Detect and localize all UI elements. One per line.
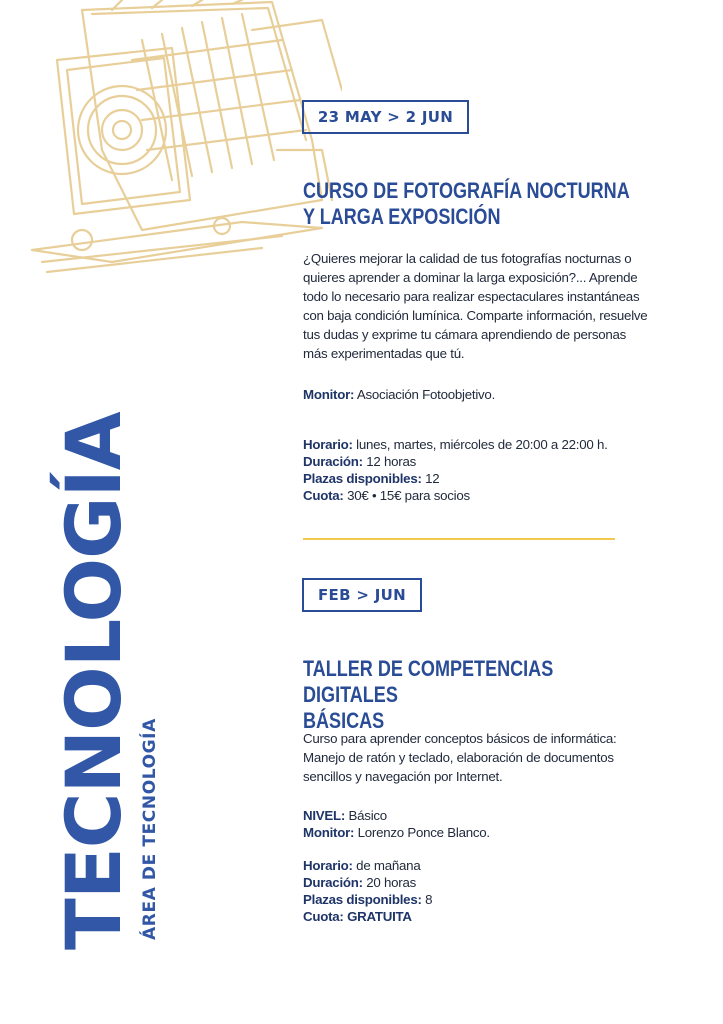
course-1-horario: [303, 436, 683, 453]
cuota-label: Cuota:: [303, 909, 344, 924]
duracion-label: Duración:: [303, 875, 363, 890]
course-1-monitor: [303, 386, 683, 403]
course-2-date-badge: FEB > JUN: [302, 578, 422, 612]
course-2-duracion: [303, 874, 683, 891]
course-2-title: [303, 656, 631, 734]
course-1-monitor-label: Monitor:: [303, 387, 355, 402]
plazas-label: Plazas disponibles:: [303, 892, 422, 907]
course-1-plazas: [303, 470, 683, 487]
course-2-title-line1: TALLER DE COMPETENCIAS DIGITALES: [303, 656, 554, 707]
course-1-monitor-value: Asociación Fotoobjetivo.: [356, 387, 496, 402]
course-1-title-line2: Y LARGA EXPOSICIÓN: [303, 204, 501, 229]
horario-value: lunes, martes, miércoles de 20:00 a 22:00 h.: [356, 437, 608, 452]
monitor-label: Monitor:: [303, 825, 355, 840]
horario-label: Horario:: [303, 858, 353, 873]
vintage-camera-illustration: [22, 0, 342, 290]
course-2-title-line2: BÁSICAS: [303, 708, 385, 733]
course-1-title: [303, 178, 631, 230]
plazas-value: 12: [425, 471, 440, 486]
course-2-nivel-monitor: [303, 807, 683, 841]
course-2-horario: [303, 857, 683, 874]
nivel-value: Básico: [348, 808, 387, 823]
duracion-label: Duración:: [303, 454, 363, 469]
course-2-cuota: [303, 908, 683, 925]
course-1-cuota: [303, 487, 683, 504]
section-divider: [303, 538, 615, 540]
plazas-label: Plazas disponibles:: [303, 471, 422, 486]
horario-label: Horario:: [303, 437, 353, 452]
course-1-date-badge: 23 MAY > 2 JUN: [302, 100, 469, 134]
course-2-details: [303, 857, 683, 925]
section-subtitle: ÁREA DE TECNOLOGÍA: [140, 718, 160, 940]
course-1-title-line1: CURSO DE FOTOGRAFÍA NOCTURNA: [303, 178, 630, 203]
course-1-duracion: [303, 453, 683, 470]
course-1-details: [303, 436, 683, 504]
duracion-value: 12 horas: [366, 454, 417, 469]
horario-value: de mañana: [356, 858, 421, 873]
course-2-description: Curso para aprender conceptos básicos de informática: Manejo de ratón y teclado, elaboración de documentos sencillos y navegación por Internet.: [303, 731, 617, 784]
course-2-monitor: [303, 824, 683, 841]
plazas-value: 8: [425, 892, 433, 907]
course-2-plazas: [303, 891, 683, 908]
cuota-value: 30€ • 15€ para socios: [347, 488, 470, 503]
monitor-value: Lorenzo Ponce Blanco.: [357, 825, 490, 840]
section-title: TECNOLOGÍA: [49, 412, 138, 950]
cuota-value: GRATUITA: [347, 909, 412, 924]
cuota-label: Cuota:: [303, 488, 344, 503]
nivel-label: NIVEL:: [303, 808, 346, 823]
duracion-value: 20 horas: [366, 875, 417, 890]
course-1-description: ¿Quieres mejorar la calidad de tus fotografías nocturnas o quieres aprender a dominar la larga exposición?... Aprende todo lo necesario para realizar espectaculares instantáneas con baja condición lumínica. Comparte información, resuelve tus dudas y exprime tu cámara aprendiendo de personas más experimentadas que tú.: [303, 251, 648, 361]
course-2-nivel: [303, 807, 683, 824]
